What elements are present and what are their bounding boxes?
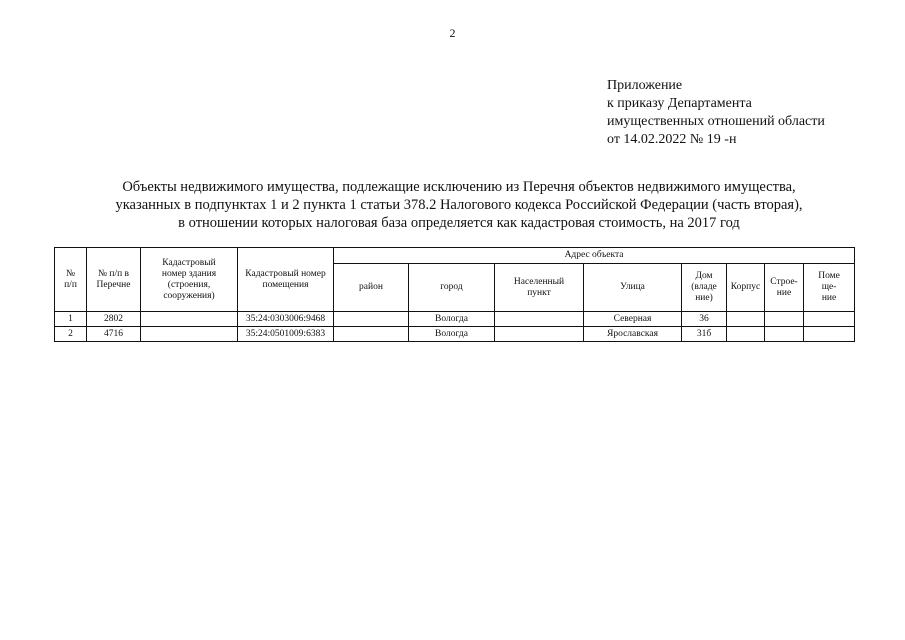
- header-text: Перечне: [96, 279, 131, 290]
- cell-num: 1: [55, 312, 87, 327]
- cell-city: Вологда: [409, 327, 495, 342]
- header-building-cadastral: [141, 248, 238, 312]
- appendix-line: к приказу Департамента: [607, 96, 752, 111]
- cell-num: 2: [55, 327, 87, 342]
- header-text: (строения,: [167, 279, 211, 290]
- cell-settlement: [495, 312, 584, 327]
- cell-room: [804, 312, 855, 327]
- cell-building: [141, 312, 238, 327]
- table-row: [55, 327, 855, 342]
- header-premises-cadastral: [238, 248, 334, 312]
- header-text: сооружения): [163, 290, 215, 301]
- cell-building: [141, 327, 238, 342]
- cell-house: 36: [682, 312, 727, 327]
- header-text: Строе-: [770, 276, 798, 287]
- header-text: п/п: [64, 279, 77, 290]
- header-list-num: [87, 248, 141, 312]
- header-city: город: [409, 264, 495, 312]
- cell-district: [334, 312, 409, 327]
- cell-house: 31б: [682, 327, 727, 342]
- cell-structure: [765, 327, 804, 342]
- header-text: ще-: [821, 282, 837, 292]
- table-row: [55, 312, 855, 327]
- header-text: Кадастровый: [162, 257, 216, 268]
- header-text: помещения: [262, 279, 309, 290]
- header-address: Адрес объекта: [334, 248, 855, 264]
- appendix-line: имущественных отношений области: [607, 114, 825, 129]
- page-number: 2: [449, 26, 456, 40]
- header-text: Населенный: [513, 276, 565, 287]
- header-text: (владе: [691, 282, 717, 292]
- cell-city: Вологда: [409, 312, 495, 327]
- cell-premises: 35:24:0501009:6383: [238, 327, 334, 342]
- header-house: [682, 264, 727, 312]
- header-district: район: [334, 264, 409, 312]
- cell-district: [334, 327, 409, 342]
- header-row: [55, 248, 855, 264]
- header-text: ние: [776, 287, 792, 298]
- header-text: пункт: [527, 287, 551, 298]
- header-text: № п/п в: [97, 268, 130, 279]
- cell-street: Ярославская: [584, 327, 682, 342]
- header-num: [55, 248, 87, 312]
- cell-list-num: 4716: [87, 327, 141, 342]
- cell-premises: 35:24:0303006:9468: [238, 312, 334, 327]
- header-text: номер здания: [161, 268, 217, 279]
- header-text: ние): [695, 293, 713, 303]
- cell-street: Северная: [584, 312, 682, 327]
- appendix-line: от 14.02.2022 № 19 -н: [607, 132, 737, 147]
- header-text: Кадастровый номер: [245, 268, 326, 279]
- title-line: указанных в подпунктах 1 и 2 пункта 1 статьи 378.2 Налогового кодекса Российской Федерации (часть вторая),: [115, 197, 803, 213]
- header-room: [804, 264, 855, 312]
- header-structure: [765, 264, 804, 312]
- cell-settlement: [495, 327, 584, 342]
- title-line: в отношении которых налоговая база определяется как кадастровая стоимость, на 2017 год: [178, 215, 740, 231]
- cell-korpus: [727, 312, 765, 327]
- header-text: Дом: [695, 271, 713, 281]
- appendix-block: [607, 77, 825, 149]
- cell-korpus: [727, 327, 765, 342]
- header-settlement: [495, 264, 584, 312]
- appendix-line: Приложение: [607, 78, 683, 93]
- header-text: №: [65, 268, 76, 279]
- document-title: [40, 178, 878, 232]
- cell-structure: [765, 312, 804, 327]
- header-text: ние: [821, 293, 837, 303]
- title-line: Объекты недвижимого имущества, подлежащие исключению из Перечня объектов недвижимого имущества,: [122, 179, 796, 195]
- cell-room: [804, 327, 855, 342]
- cell-list-num: 2802: [87, 312, 141, 327]
- header-korpus: Корпус: [727, 264, 765, 312]
- header-street: Улица: [584, 264, 682, 312]
- objects-table: [54, 247, 855, 342]
- header-text: Поме: [818, 271, 840, 281]
